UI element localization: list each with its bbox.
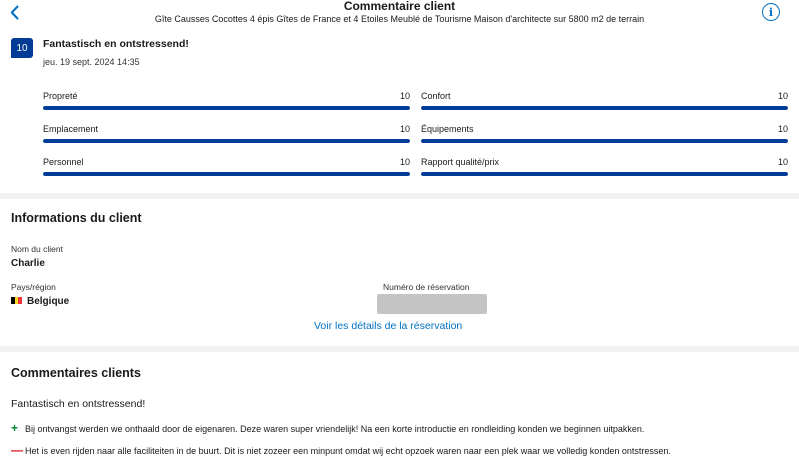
rating-label: Emplacement (43, 124, 99, 134)
rating-value: 10 (777, 124, 788, 134)
comment-title: Fantastisch en ontstressend! (11, 398, 146, 410)
rating-label: Personnel (43, 157, 84, 167)
rating-bar-fill (421, 106, 788, 110)
view-reservation-details-link[interactable]: Voir les détails de la réservation (314, 320, 463, 332)
rating-bar-fill (421, 172, 788, 176)
rating-comfort (421, 91, 788, 117)
review-date: jeu. 19 sept. 2024 14:35 (43, 57, 140, 67)
positive-comment-text: Bij ontvangst werden we onthaald door de eigenaren. Deze waren super vriendelijk! Na een korte introductie en rondleiding konden we beginnen uitpakken. (25, 424, 645, 434)
rating-cleanliness (43, 91, 410, 117)
score-badge: 10 (11, 38, 33, 58)
client-name-label: Nom du client (11, 244, 63, 254)
rating-bar (43, 106, 410, 110)
rating-bar (421, 172, 788, 176)
review-title: Fantastisch en ontstressend! (43, 38, 189, 50)
rating-value: 10 (777, 91, 788, 101)
minus-icon: — (11, 443, 23, 457)
rating-bar (43, 139, 410, 143)
rating-value: 10 (777, 157, 788, 167)
rating-value: 10 (399, 91, 410, 101)
rating-bar-fill (43, 139, 410, 143)
rating-bar-fill (421, 139, 788, 143)
rating-bar-fill (43, 106, 410, 110)
rating-label: Rapport qualité/prix (421, 157, 500, 167)
country-name: Belgique (27, 296, 70, 307)
client-country (11, 296, 69, 307)
country-label: Pays/région (11, 282, 56, 292)
page-title: Commentaire client (343, 0, 456, 13)
client-name: Charlie (11, 258, 45, 269)
positive-comment (11, 421, 644, 435)
comments-heading: Commentaires clients (11, 366, 141, 380)
rating-facilities (421, 124, 788, 150)
rating-value: 10 (399, 157, 410, 167)
section-divider (0, 193, 799, 199)
rating-label: Confort (421, 91, 451, 101)
rating-bar (43, 172, 410, 176)
info-button[interactable] (762, 3, 780, 21)
rating-label: Équipements (421, 124, 474, 134)
header-bar (0, 0, 799, 30)
reservation-number-redacted (377, 294, 487, 314)
rating-bar (421, 139, 788, 143)
client-info-heading: Informations du client (11, 211, 142, 225)
plus-icon: + (11, 421, 19, 435)
rating-staff (43, 157, 410, 183)
section-divider (0, 346, 799, 352)
rating-value-for-money (421, 157, 788, 183)
rating-bar-fill (43, 172, 410, 176)
belgium-flag-icon (11, 297, 22, 304)
rating-bar (421, 106, 788, 110)
rating-label: Propreté (43, 91, 78, 101)
info-icon: i (768, 5, 774, 19)
reservation-number-label: Numéro de réservation (383, 282, 470, 292)
rating-value: 10 (399, 124, 410, 134)
rating-location (43, 124, 410, 150)
negative-comment-text: Het is even rijden naar alle faciliteiten in de buurt. Dit is niet zozeer een minpunt omdat wij echt opzoek waren naar een plek waar we volledig konden ontstressen. (25, 446, 671, 456)
negative-comment (11, 443, 671, 457)
property-name: Gîte Causses Cocottes 4 épis Gîtes de France et 4 Etoiles Meublé de Tourisme Maison d'architecte sur 5800 m2 de terrain (154, 14, 645, 24)
